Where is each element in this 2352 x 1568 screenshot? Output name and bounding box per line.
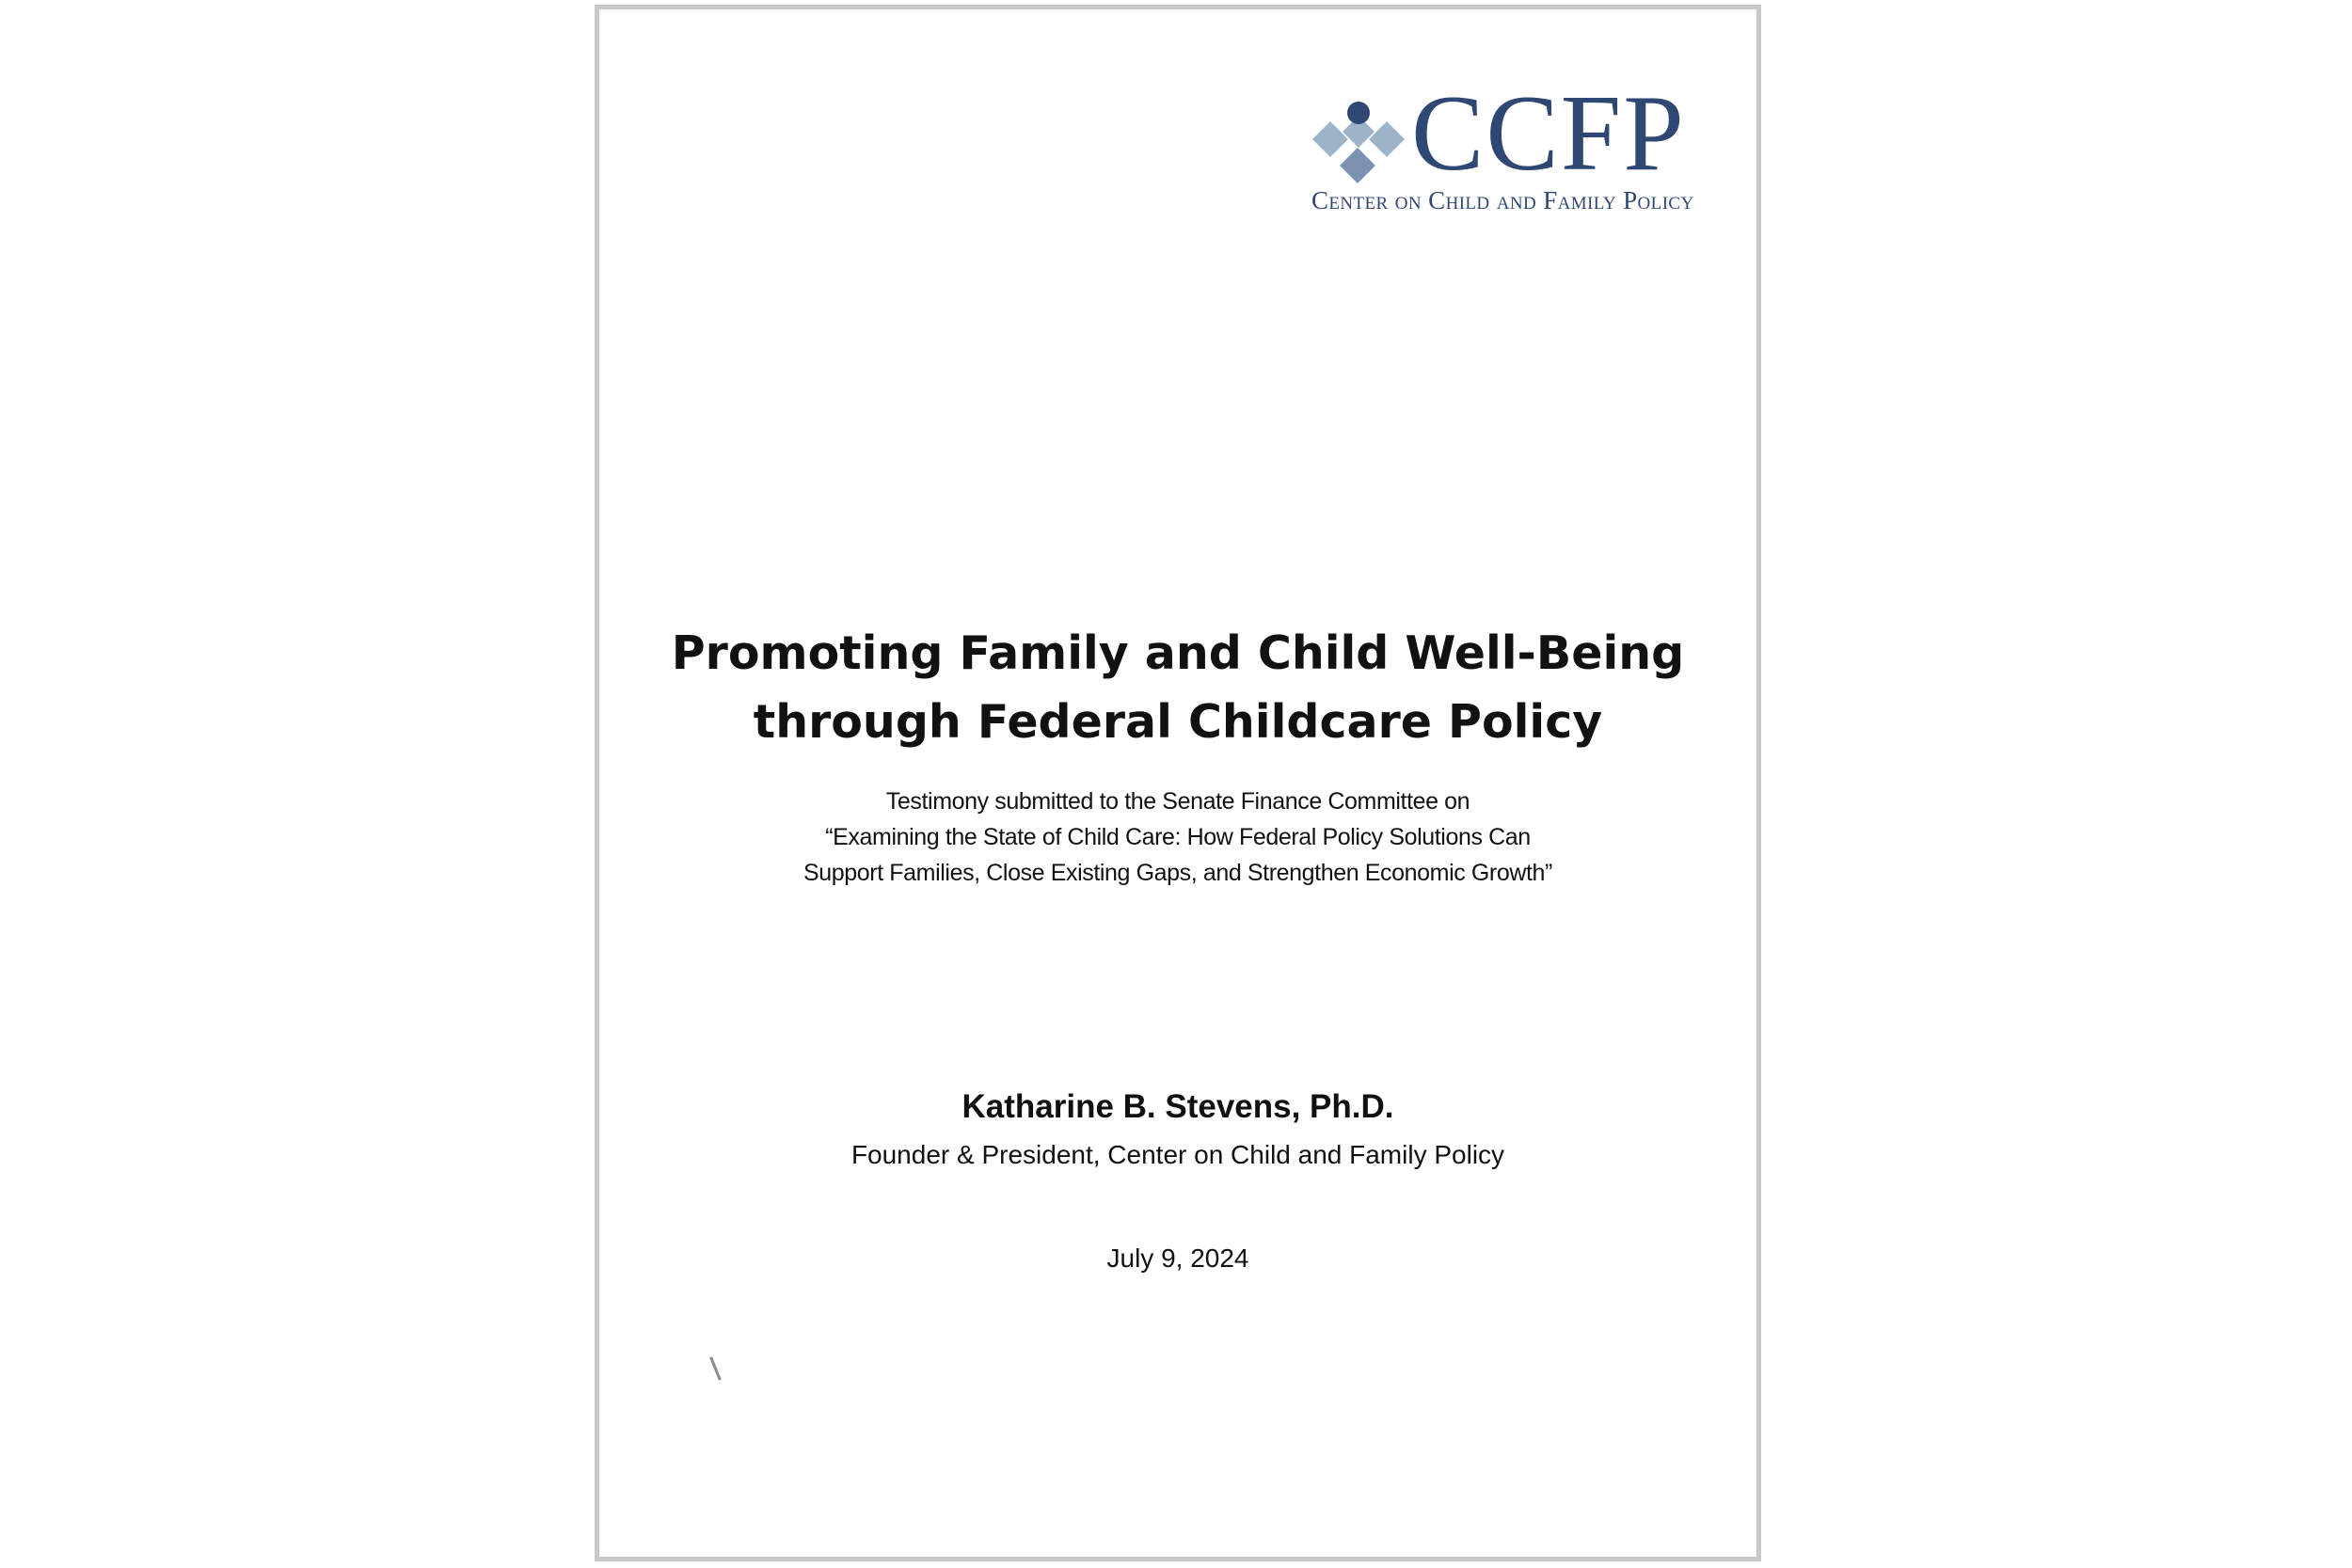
ccfp-logo xyxy=(1310,73,1728,216)
testimony-description xyxy=(599,784,1756,891)
author-name: Katharine B. Stevens, Ph.D. xyxy=(961,1088,1394,1125)
logo-wordmark: CCFP xyxy=(1411,73,1686,194)
document-title-line-2: through Federal Childcare Policy xyxy=(753,695,1603,749)
author-affiliation: Founder & President, Center on Child and Family Policy xyxy=(850,1140,1505,1169)
logo-diamond-left xyxy=(1312,121,1348,157)
logo-circle xyxy=(1347,102,1370,124)
document-title xyxy=(599,619,1756,756)
testimony-description-line-2: “Examining the State of Child Care: How Federal Policy Solutions Can xyxy=(825,824,1531,850)
document-title-line-1: Promoting Family and Child Well-Being xyxy=(671,626,1685,680)
document-date: July 9, 2024 xyxy=(1106,1243,1249,1273)
logo-tagline: Center on Child and Family Policy xyxy=(1311,186,1694,214)
document-page xyxy=(595,5,1761,1561)
logo-diamond-right xyxy=(1369,121,1405,157)
testimony-description-line-3: Support Families, Close Existing Gaps, and Strengthen Economic Growth” xyxy=(803,860,1552,886)
ccfp-diamond-logo-icon xyxy=(1310,92,1408,191)
logo-diamond-bottom xyxy=(1340,148,1375,183)
stray-pen-mark xyxy=(709,1356,722,1380)
testimony-description-line-1: Testimony submitted to the Senate Finance Committee on xyxy=(885,788,1470,815)
